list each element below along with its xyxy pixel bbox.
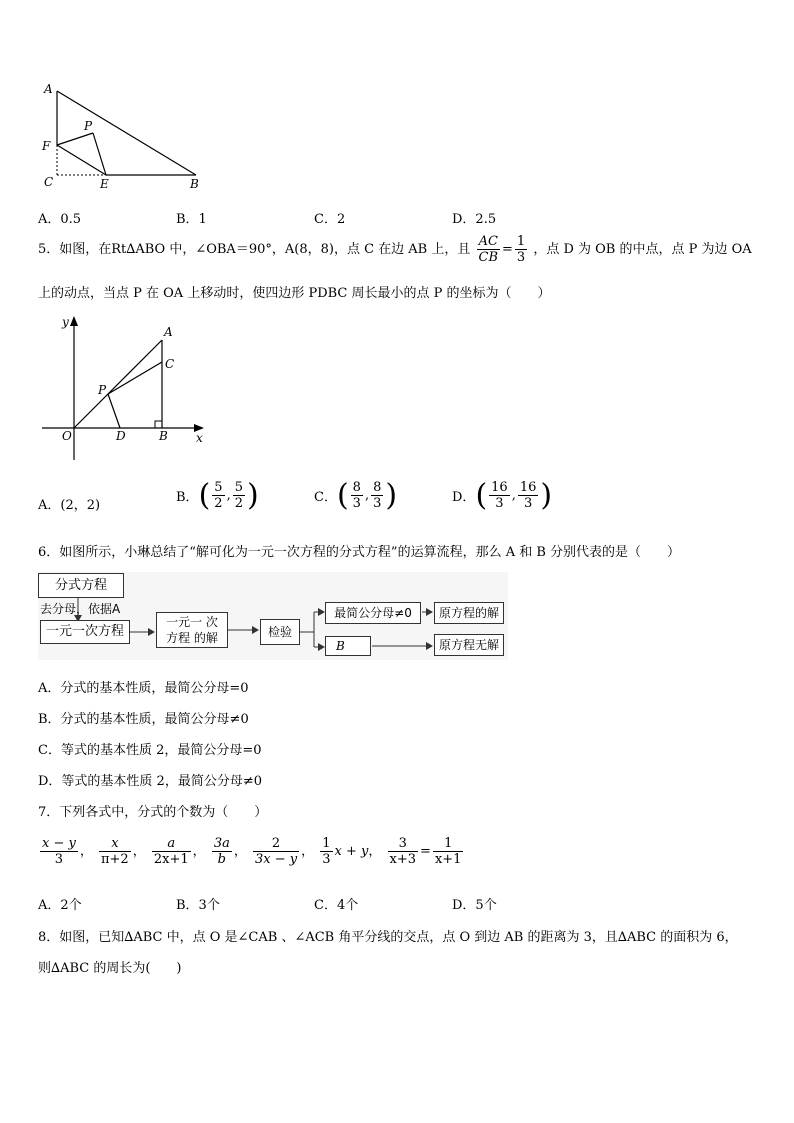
- flow-side-label: 去分母，依据A: [40, 602, 121, 616]
- q6-option-c[interactable]: C．等式的基本性质 2，最简公分母=0: [38, 743, 262, 758]
- q5-text-a: 5．如图，在Rt∆ABO 中，∠OBA＝90°，A(8，8)，点 C 在边 AB 上，且: [38, 242, 471, 257]
- q4-option-c[interactable]: C．2: [314, 212, 346, 227]
- q4-option-d[interactable]: D．2.5: [452, 212, 497, 227]
- label-P: P: [98, 383, 107, 397]
- flow-box-lcd-nonzero: 最简公分母≠0: [325, 602, 421, 624]
- q7-expressions: $\frac{x - y}{3}$ ， $\frac{x}{\pi+2}$ ， $\frac{a}{2x+1}$ ， $\frac{3a}{b}$ ， $\frac{2}{3x - y}$ ， $\frac{1}{3}$ x + y， $\frac{3}{x+3}$ = $\frac{1}{x+1}$: [42, 836, 462, 867]
- label-P: P: [84, 119, 93, 133]
- label-C: C: [165, 357, 175, 371]
- expr-3: $\frac{a}{2x+1}$: [153, 836, 189, 867]
- label-y: y: [62, 315, 69, 329]
- q6-option-d[interactable]: D．等式的基本性质 2，最简公分母≠0: [38, 774, 262, 789]
- q5-stem-line1: [38, 234, 752, 265]
- flow-box-b: B: [325, 636, 371, 656]
- label-B: B: [159, 429, 168, 443]
- expr-7: $\frac{3}{x+3}$: [389, 836, 417, 867]
- q6-flowchart: [38, 572, 508, 660]
- q5-fraction-one-third: $\frac{1}{3}$: [516, 234, 526, 265]
- q5-text-b: ，点 D 为 OB 的中点，点 P 为边 OA: [533, 242, 752, 257]
- q7-option-c[interactable]: C．4个: [314, 898, 359, 913]
- q7-stem: 7．下列各式中，分式的个数为（ ）: [38, 805, 268, 820]
- q5-fraction-ac-cb: $\frac{AC}{CB}$: [478, 234, 498, 265]
- q7-option-d[interactable]: D．5个: [452, 898, 497, 913]
- q5-option-d[interactable]: D．( $\frac{16}{3}$ , $\frac{16}{3}$ ): [452, 477, 553, 513]
- triangle-figure-q4: [38, 78, 208, 193]
- label-D: D: [116, 429, 126, 443]
- label-O: O: [62, 429, 72, 443]
- q6-option-a[interactable]: A．分式的基本性质，最简公分母=0: [38, 681, 249, 696]
- q7-option-b[interactable]: B．3个: [176, 898, 220, 913]
- q6-stem: 6．如图所示，小琳总结了“解可化为一元一次方程的分式方程”的运算流程，那么 A 和 B 分别代表的是（ ）: [38, 545, 681, 560]
- coordinate-figure-q5: [38, 312, 218, 464]
- flow-box-linear-equation: 一元一次方程: [40, 620, 130, 644]
- label-A: A: [44, 82, 53, 96]
- label-C: C: [44, 175, 54, 189]
- q5-option-b[interactable]: B．( $\frac{5}{2}$ , $\frac{5}{2}$ ): [176, 477, 259, 513]
- flow-box-check: 检验: [260, 619, 300, 645]
- q8-stem-line2: 则∆ABC 的周长为( ): [38, 961, 182, 976]
- q6-option-b[interactable]: B．分式的基本性质，最简公分母≠0: [38, 712, 249, 727]
- label-B: B: [190, 177, 199, 191]
- label-A: A: [164, 325, 173, 339]
- flow-box-no-solution: 原方程无解: [434, 634, 504, 656]
- expr-6: $\frac{1}{3}$: [322, 836, 331, 867]
- flow-box-original-solution: 原方程的解: [434, 602, 504, 624]
- label-x: x: [196, 431, 203, 445]
- label-E: E: [100, 177, 109, 191]
- label-F: F: [42, 139, 51, 153]
- q5-option-a[interactable]: A．(2，2): [38, 498, 101, 513]
- q4-option-b[interactable]: B．1: [176, 212, 207, 227]
- flow-box-fractional-equation: 分式方程: [38, 573, 124, 598]
- q5-option-c[interactable]: C．( $\frac{8}{3}$ , $\frac{8}{3}$ ): [314, 477, 398, 513]
- flow-box-linear-solution: 一元一 次 方程 的解: [156, 612, 228, 648]
- expr-5: $\frac{2}{3x - y}$: [255, 836, 298, 867]
- expr-1: $\frac{x - y}{3}$: [42, 836, 76, 867]
- expr-4: $\frac{3a}{b}$: [213, 836, 230, 867]
- q5-text-c: 上的动点，当点 P 在 OA 上移动时，使四边形 PDBC 周长最小的点 P 的坐标为（ ）: [38, 286, 551, 301]
- q5-eq: =: [502, 242, 513, 257]
- q4-option-a[interactable]: A．0.5: [38, 212, 82, 227]
- q7-option-a[interactable]: A．2个: [38, 898, 82, 913]
- q8-stem-line1: 8．如图，已知∆ABC 中，点 O 是∠CAB 、∠ACB 角平分线的交点，点 O 到边 AB 的距离为 3，且∆ABC 的面积为 6，: [38, 930, 738, 945]
- expr-2: $\frac{x}{\pi+2}$: [101, 836, 129, 867]
